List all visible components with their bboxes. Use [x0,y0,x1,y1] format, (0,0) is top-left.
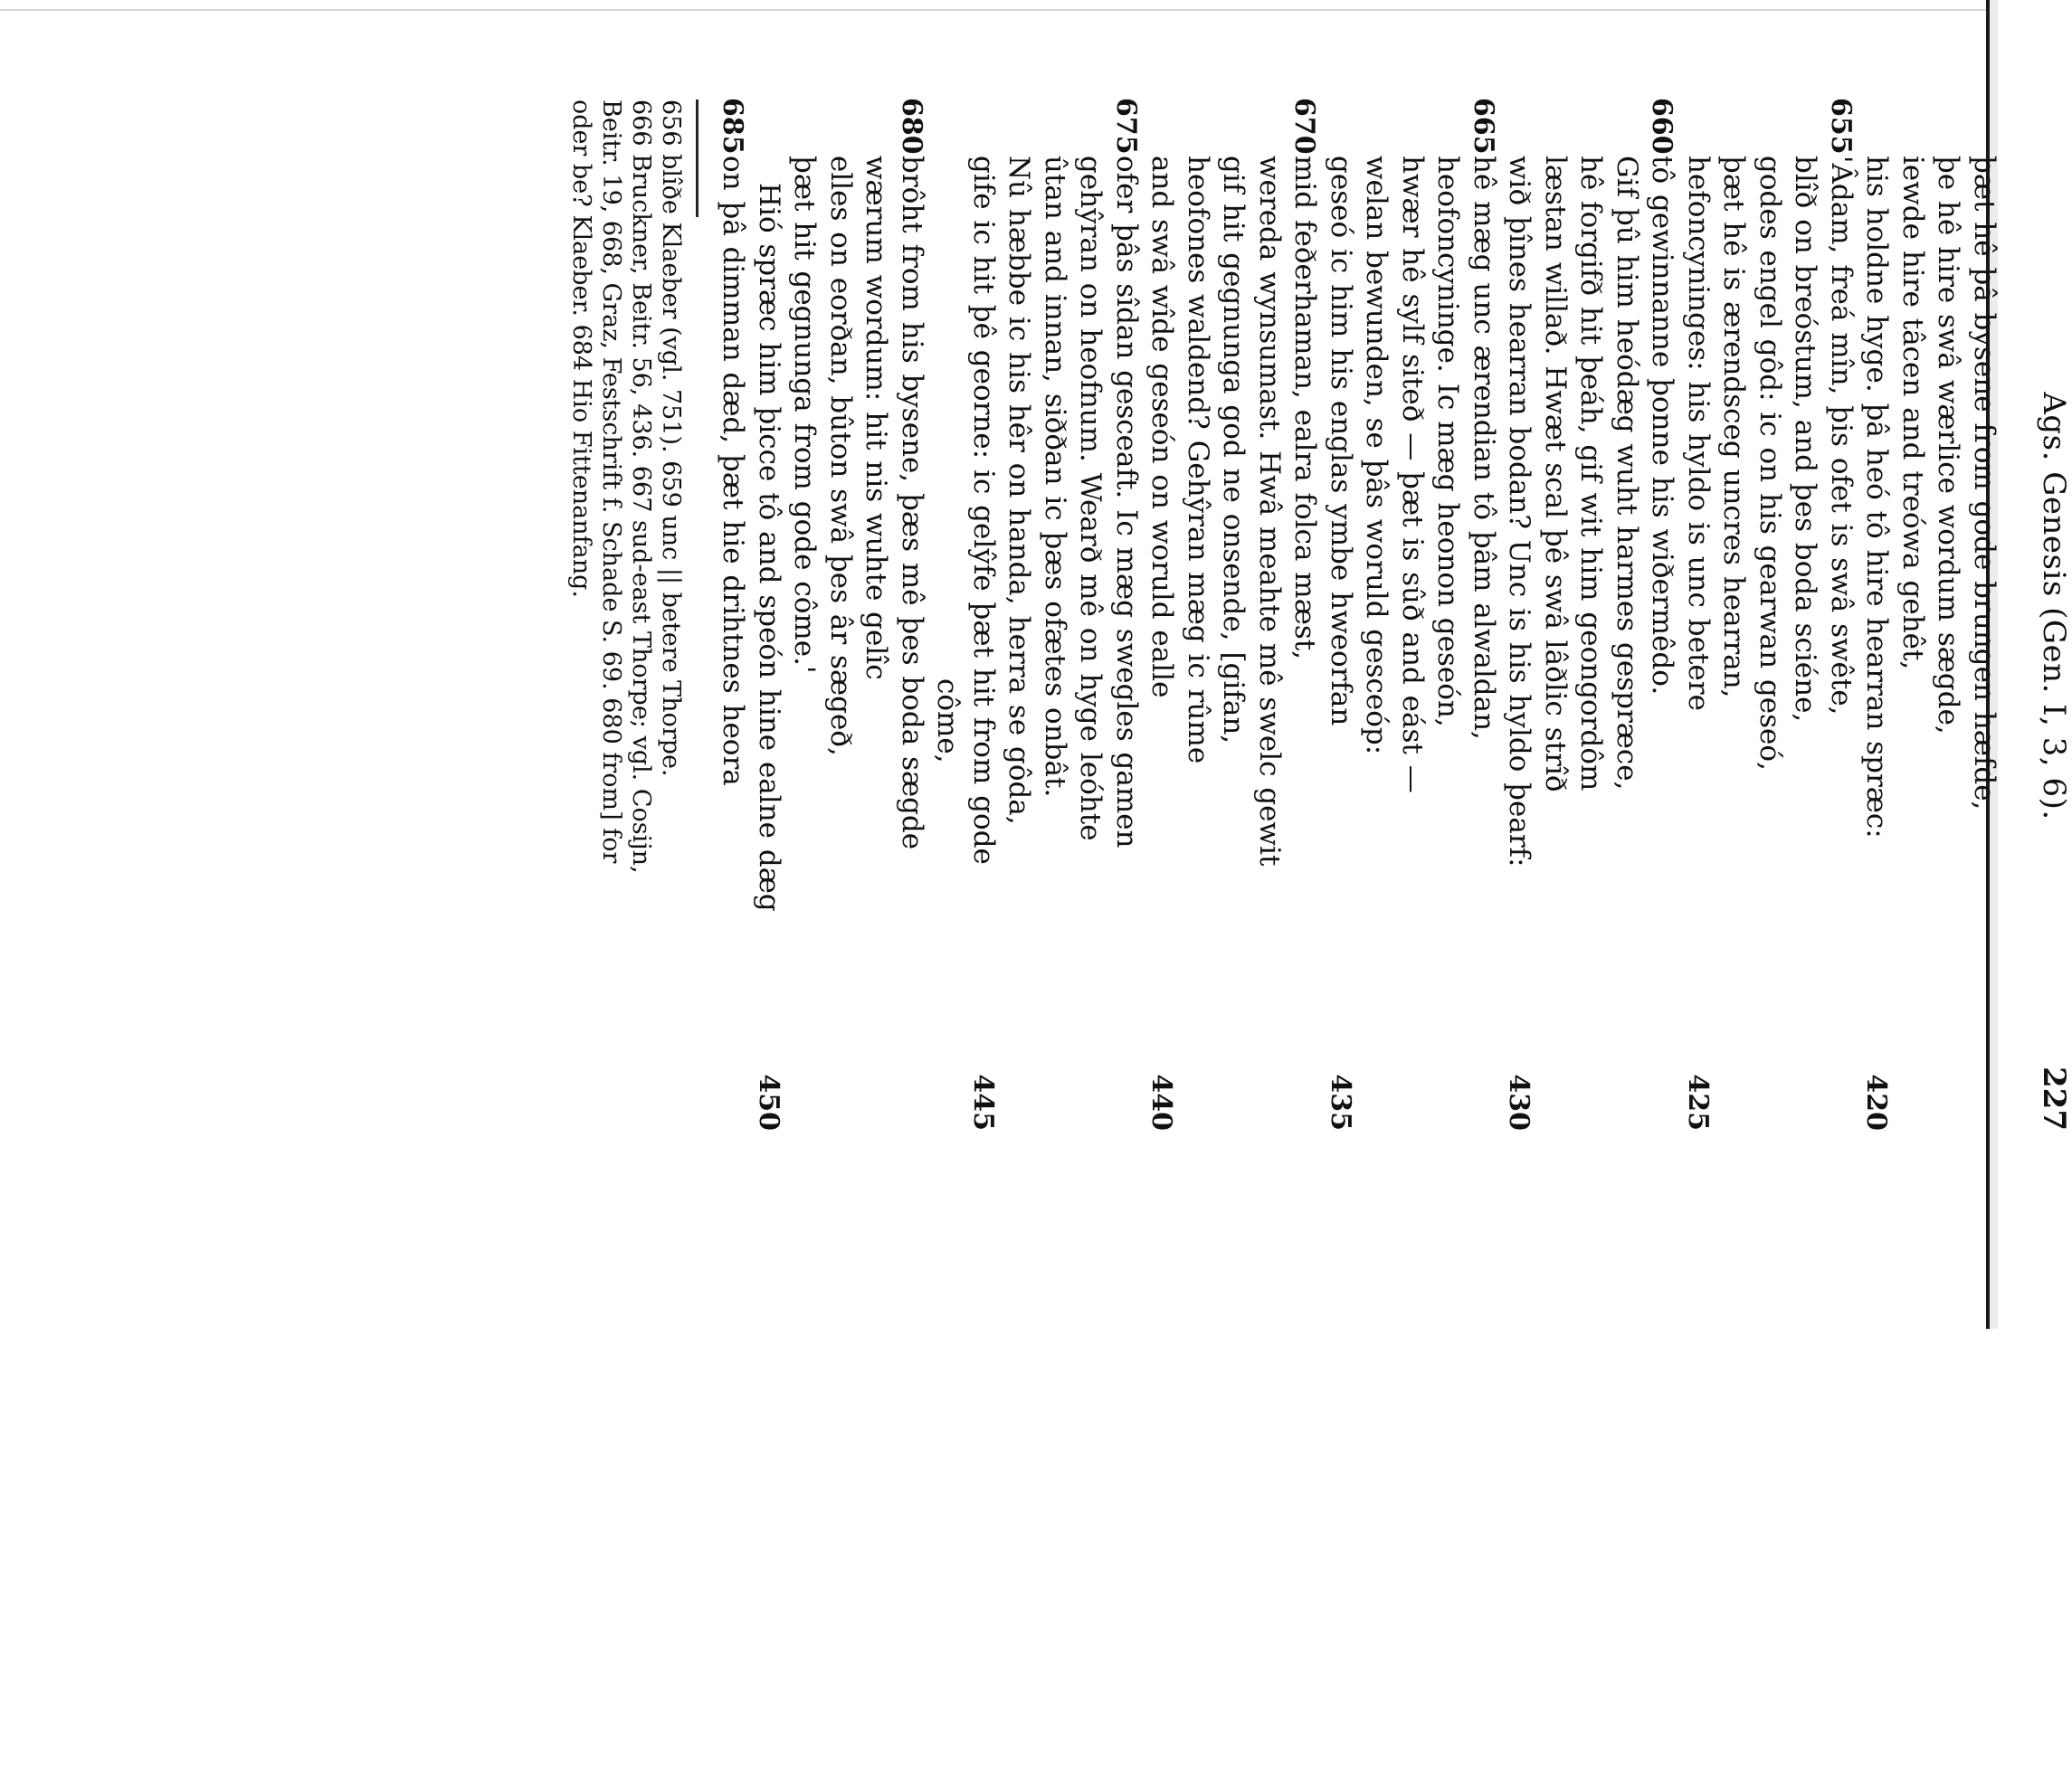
verse-text: þæt hê is ærendsceg uncres hearran, [1717,156,1751,698]
verse-line [1394,100,1430,1131]
verse-text: ofer þâs sîdan gesceaft. Ic mæg swegles gamen [1110,156,1143,849]
verse-line [1358,100,1394,1131]
line-number-right: 450 [753,1074,784,1131]
verse-line [751,100,787,1131]
verse-line [1251,100,1288,1131]
verse-text: hê forgifð hit þeáh, gif wit him geongordôm [1574,156,1608,792]
verse-line [1108,100,1145,1131]
line-number-left: 675 [1110,98,1142,155]
verse-text: gehŷran on heofnum. Wearð mê on hyge leóhte [1074,156,1107,841]
verse-line [929,100,965,1131]
verse-text: iewde hire tâcen and treówa gehêt, [1896,156,1929,670]
verse-text: godes engel gôd: ic on his gearwan geseó, [1754,156,1786,771]
verse-line [1501,100,1537,1131]
footnote-line: oder be? Klaeber. 684 Hio Fittenanfang. [567,100,595,598]
page-number: 227 [2036,1067,2072,1131]
verse-line [1930,100,1966,1131]
verse-line [1644,100,1680,1131]
verse-text: Hió spræc him þicce tô and speón hine ealne dæg [753,183,785,912]
page-inner [398,100,2072,1131]
verse-text: hê mæg unc ærendian tô þâm alwaldan, [1468,156,1500,740]
verse-text: blîð on breóstum, and þes boda sciéne, [1789,156,1822,723]
verse-line [786,100,822,1131]
book-page [567,98,2072,1773]
line-number-right: 425 [1682,1074,1714,1131]
verse-line [1895,100,1931,1131]
verse-text: his holdne hyge. þâ heó tô hire hearran spræc: [1860,156,1894,839]
line-number-right: 445 [967,1074,999,1131]
verse-text: þe hê hire swâ wærlice wordum sægde, [1932,156,1965,735]
scan-top-border [0,9,1998,11]
running-head: Ags. Genesis (Gen. I, 3, 6). [2036,392,2072,820]
verse-text: heofones waldend? Gehŷran mæg ic rûme [1182,156,1214,764]
verse-text: elles on eorðan, bûton swâ þes âr sægeð, [824,156,857,756]
verse-line [1287,100,1323,1131]
verse-text: geseó ic him his englas ymbe hweorfan [1325,156,1357,726]
verse-line [1001,100,1037,1131]
verse-text: læstan willað. Hwæt scal þê swâ lâðlic strîð [1539,156,1572,792]
footnote-rule [696,100,699,217]
verse-text: côme, [931,678,965,763]
verse-line [1072,100,1108,1131]
verse-text: ûtan and innan, siððan ic þæs ofætes onbât. [1039,156,1071,798]
line-number-left: 665 [1468,98,1499,155]
verse-text: welan bewunden, se þâs woruld gesceóp: [1360,156,1393,755]
verse-line [1966,100,2002,1131]
line-number-left: 685 [717,98,749,155]
verse-text: wið þînes hearran bodan? Unc is his hyldo þearf: [1503,156,1536,868]
verse-line [1537,100,1573,1131]
verse-text: þæt hit gegnunga from gode côme.' [788,156,822,674]
verse-line [1752,100,1788,1131]
verse-lines [715,100,2001,1131]
verse-line [1323,100,1359,1131]
verse-text: hefoncyninges: his hyldo is unc betere [1682,156,1715,711]
line-number-left: 660 [1646,98,1678,155]
verse-text: 'Âdam, freá mîn, þis ofet is swâ swête, [1825,156,1858,716]
verse-text: Gif þû him heódæg wuht harmes gespræce, [1611,156,1643,791]
verse-line [1823,100,1859,1131]
verse-text: gif hit gegnunga god ne onsende, [gifan, [1217,156,1250,744]
line-number-right: 435 [1325,1074,1356,1131]
verse-line [1858,100,1895,1131]
verse-text: hwær hê sylf siteð — þæt is sûð and eást — [1396,156,1429,793]
footnote-line: 666 Bruckner, Beitr. 56, 436. 667 sud-east Thorpe; vgl. Cosijn, [627,100,655,874]
verse-line [1215,100,1251,1131]
line-number-right: 420 [1860,1074,1893,1131]
footnote-line: Beitr. 19, 668, Graz, Festschrift f. Schade S. 69. 680 from] for [597,100,625,864]
verse-text: tô gewinnanne þonne his wiðermêdo. [1646,156,1679,696]
verse-text: and swâ wîde geseón on woruld ealle [1145,156,1179,698]
verse-line [894,100,930,1131]
verse-line [1680,100,1716,1131]
verse-text: Nû hæbbe ic his hêr on handa, herra se gôda, [1003,156,1036,825]
verse-text: mid feðerhaman, ealra folca mæst, [1288,156,1322,660]
verse-line [1466,100,1502,1131]
verse-text: wærum wordum: hit nis wuhte gelîc [860,156,893,680]
page-header [2018,100,2072,1131]
verse-line [1430,100,1466,1131]
footnotes [566,100,686,1131]
verse-text: þæt hê þâ bysene from gode brungen hæfde, [1968,156,2001,811]
verse-line [965,100,1002,1131]
verse-text: heofoncyninge. Ic mæg heonon geseón, [1431,156,1465,727]
verse-line [1609,100,1645,1131]
verse-line [715,100,751,1131]
verse-line [1573,100,1609,1131]
line-number-right: 430 [1503,1074,1535,1131]
verse-line [858,100,894,1131]
verse-line [1144,100,1180,1131]
verse-line [1716,100,1752,1131]
verse-text: brôht from his bysene, þæs mê þes boda sægde [896,156,928,850]
line-number-left: 680 [896,98,927,155]
line-number-left: 655 [1825,98,1857,155]
line-number-right: 440 [1145,1074,1178,1131]
verse-text: wereda wynsumast. Hwâ meahte mê swelc gewit [1253,156,1286,867]
verse-line [1037,100,1073,1131]
verse-text: gife ic hit þê georne: ic gelŷfe þæt hit from gode [967,156,1000,865]
verse-line [1180,100,1216,1131]
line-number-left: 670 [1288,98,1321,155]
verse-text: on þâ dimman dæd, þæt hie drihtnes heora [717,156,750,786]
verse-line [1787,100,1823,1131]
footnote-line: 656 blîðe Klaeber (vgl. 751). 659 unc || betere Thorpe. [657,100,685,777]
verse-line [822,100,859,1131]
